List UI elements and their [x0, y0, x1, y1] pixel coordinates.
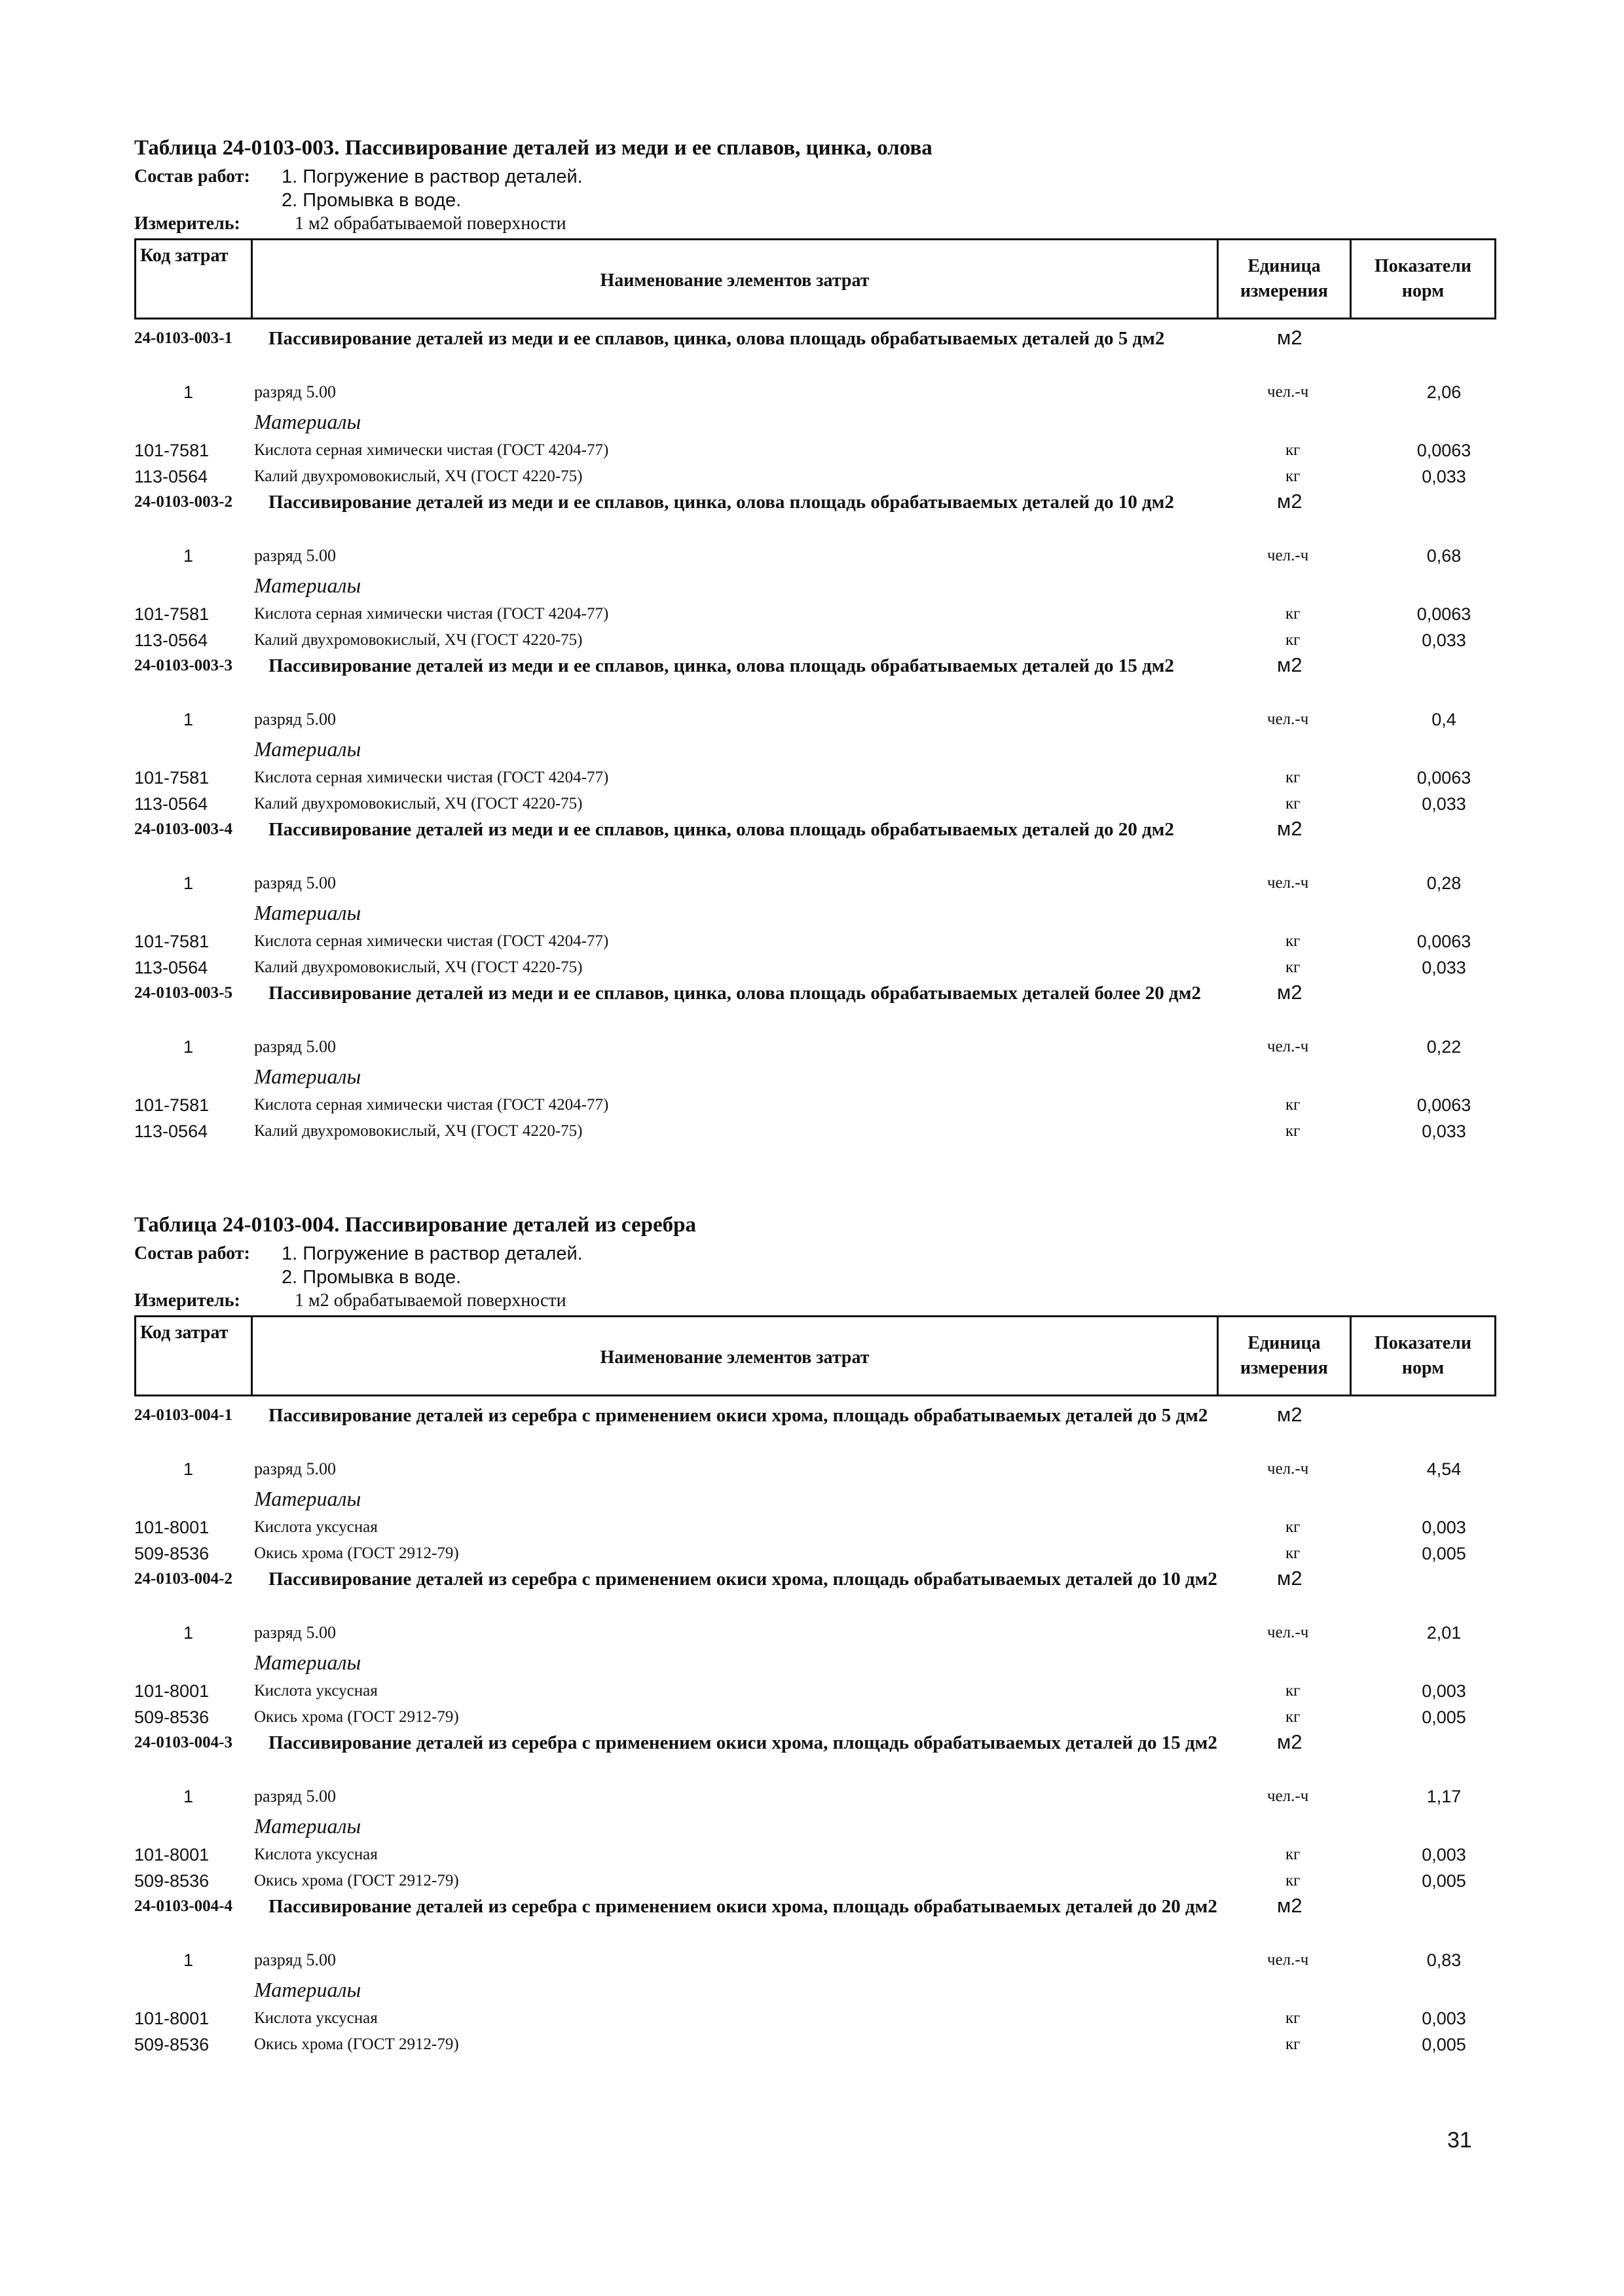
material-code: 509-8536: [134, 1544, 210, 1563]
labor-code: 1: [183, 873, 194, 893]
item-unit: м2: [1277, 981, 1302, 1004]
labor-unit: чел.-ч: [1267, 874, 1309, 892]
material-code: 113-0564: [134, 958, 208, 977]
item-code: 24-0103-004-2: [134, 1570, 232, 1588]
materials-heading-row: [134, 1810, 1496, 1842]
header-code: Код затрат: [136, 1317, 253, 1394]
material-value: 0,0063: [1416, 932, 1471, 951]
item-name: Пассивирование деталей из меди и ее сплавов, цинка, олова площадь обрабатываемых деталей до 5 дм2: [268, 328, 1165, 349]
item-row: [134, 653, 1496, 706]
meter-label: Измеритель:: [134, 1290, 240, 1311]
material-code: 101-8001: [134, 2009, 210, 2028]
item-unit: м2: [1277, 1730, 1302, 1753]
composition-step-2: 2. Промывка в воде.: [282, 190, 462, 211]
materials-heading: Материалы: [254, 1978, 361, 2001]
labor-row: [134, 706, 1496, 733]
composition-step-1: 1. Погружение в раствор деталей.: [282, 166, 583, 187]
item-code: 24-0103-003-3: [134, 657, 232, 674]
material-value: 0,033: [1422, 467, 1466, 486]
material-row: [134, 464, 1496, 490]
material-row: [134, 791, 1496, 817]
composition-label: Состав работ:: [134, 166, 250, 187]
material-code: 101-7581: [134, 1095, 210, 1115]
table-body: [134, 326, 1496, 1144]
material-unit: кг: [1285, 958, 1301, 976]
table-section-24-0103-004: [134, 1208, 1496, 2058]
item-row: [134, 817, 1496, 869]
material-name: Калий двухромовокислый, ХЧ (ГОСТ 4220-75): [254, 631, 583, 649]
composition-label: Состав работ:: [134, 1243, 250, 1264]
material-row: [134, 955, 1496, 981]
material-code: 509-8536: [134, 1707, 210, 1727]
page-number: 31: [1447, 2128, 1472, 2153]
table-header: [134, 1315, 1496, 1396]
labor-value: 1,17: [1426, 1787, 1462, 1806]
material-unit: кг: [1285, 1122, 1301, 1140]
material-value: 0,0063: [1416, 604, 1471, 624]
item-name: Пассивирование деталей из серебра с применением окиси хрома, площадь обрабатываемых деталей до 10 дм2: [268, 1569, 1217, 1590]
item-name: Пассивирование деталей из серебра с применением окиси хрома, площадь обрабатываемых деталей до 15 дм2: [268, 1732, 1217, 1753]
header-name: Наименование элементов затрат: [253, 1317, 1219, 1394]
item-code: 24-0103-004-4: [134, 1897, 232, 1915]
material-row: [134, 1678, 1496, 1704]
item-row: [134, 1730, 1496, 1783]
labor-unit: чел.-ч: [1267, 710, 1309, 728]
materials-heading: Материалы: [254, 1487, 361, 1510]
labor-code: 1: [183, 1950, 194, 1970]
materials-heading: Материалы: [254, 410, 361, 433]
material-code: 113-0564: [134, 467, 208, 486]
table-title: Таблица 24-0103-003. Пассивирование деталей из меди и ее сплавов, цинка, олова: [134, 136, 932, 160]
meter-value: 1 м2 обрабатываемой поверхности: [295, 213, 566, 234]
labor-unit: чел.-ч: [1267, 1787, 1309, 1805]
item-row: [134, 1403, 1496, 1455]
item-code: 24-0103-003-1: [134, 329, 232, 347]
material-row: [134, 928, 1496, 955]
labor-unit: чел.-ч: [1267, 1951, 1309, 1969]
item-unit: м2: [1277, 653, 1302, 676]
header-unit: Единица измерения: [1219, 240, 1352, 318]
material-unit: кг: [1285, 467, 1301, 485]
item-row: [134, 1894, 1496, 1946]
material-unit: кг: [1285, 441, 1301, 459]
labor-value: 2,01: [1426, 1623, 1462, 1643]
material-name: Кислота серная химически чистая (ГОСТ 4204-77): [254, 932, 609, 950]
meter-value: 1 м2 обрабатываемой поверхности: [295, 1290, 566, 1311]
materials-heading-row: [134, 897, 1496, 928]
composition-step-1: 1. Погружение в раствор деталей.: [282, 1243, 583, 1264]
material-name: Окись хрома (ГОСТ 2912-79): [254, 2035, 459, 2053]
item-code: 24-0103-004-1: [134, 1406, 232, 1424]
labor-unit: чел.-ч: [1267, 547, 1309, 564]
material-row: [134, 1842, 1496, 1868]
material-value: 0,033: [1422, 1121, 1466, 1141]
material-value: 0,003: [1422, 1681, 1466, 1701]
meter-row: [134, 212, 1496, 236]
labor-name: разряд 5.00: [254, 873, 336, 892]
item-code: 24-0103-004-3: [134, 1734, 232, 1751]
material-row: [134, 2032, 1496, 2058]
item-name: Пассивирование деталей из меди и ее сплавов, цинка, олова площадь обрабатываемых деталей более 20 дм2: [268, 983, 1201, 1004]
material-name: Кислота серная химически чистая (ГОСТ 4204-77): [254, 441, 609, 459]
labor-code: 1: [183, 382, 194, 402]
materials-heading: Материалы: [254, 901, 361, 924]
material-code: 101-8001: [134, 1845, 210, 1865]
labor-row: [134, 1033, 1496, 1061]
labor-code: 1: [183, 1787, 194, 1806]
header-norm: Показатели норм: [1374, 256, 1472, 301]
item-name: Пассивирование деталей из меди и ее сплавов, цинка, олова площадь обрабатываемых деталей до 15 дм2: [268, 655, 1174, 676]
header-unit: Единица измерения: [1219, 1317, 1352, 1394]
meter-label: Измеритель:: [134, 213, 240, 234]
labor-row: [134, 1783, 1496, 1810]
materials-heading: Материалы: [254, 1650, 361, 1674]
table-title: Таблица 24-0103-004. Пассивирование деталей из серебра: [134, 1213, 696, 1237]
material-name: Калий двухромовокислый, ХЧ (ГОСТ 4220-75): [254, 958, 583, 976]
item-row: [134, 490, 1496, 542]
material-unit: кг: [1285, 932, 1301, 950]
material-code: 113-0564: [134, 794, 208, 814]
material-row: [134, 1092, 1496, 1118]
meter-row: [134, 1289, 1496, 1313]
labor-row: [134, 542, 1496, 570]
material-unit: кг: [1285, 2009, 1301, 2027]
labor-name: разряд 5.00: [254, 1459, 336, 1478]
item-unit: м2: [1277, 1567, 1302, 1590]
materials-heading: Материалы: [254, 1814, 361, 1838]
material-code: 509-8536: [134, 1871, 210, 1891]
material-name: Калий двухромовокислый, ХЧ (ГОСТ 4220-75): [254, 467, 583, 485]
material-value: 0,003: [1422, 1845, 1466, 1865]
material-code: 509-8536: [134, 2035, 210, 2054]
material-value: 0,033: [1422, 630, 1466, 650]
labor-name: разряд 5.00: [254, 1787, 336, 1806]
item-row: [134, 1567, 1496, 1619]
header-name: Наименование элементов затрат: [253, 240, 1219, 318]
material-row: [134, 601, 1496, 627]
material-row: [134, 1704, 1496, 1730]
material-value: 0,033: [1422, 794, 1466, 814]
item-name: Пассивирование деталей из меди и ее сплавов, цинка, олова площадь обрабатываемых деталей до 20 дм2: [268, 819, 1174, 840]
material-code: 101-8001: [134, 1681, 210, 1701]
material-row: [134, 627, 1496, 653]
material-value: 0,0063: [1416, 441, 1471, 460]
labor-code: 1: [183, 1459, 194, 1479]
item-code: 24-0103-003-4: [134, 820, 232, 838]
material-name: Кислота серная химически чистая (ГОСТ 4204-77): [254, 605, 609, 623]
labor-unit: чел.-ч: [1267, 1460, 1309, 1478]
material-value: 0,033: [1422, 958, 1466, 977]
materials-heading-row: [134, 1974, 1496, 2005]
material-unit: кг: [1285, 795, 1301, 812]
materials-heading-row: [134, 1647, 1496, 1678]
materials-heading: Материалы: [254, 1065, 361, 1088]
item-unit: м2: [1277, 490, 1302, 513]
item-unit: м2: [1277, 1403, 1302, 1426]
materials-heading-row: [134, 733, 1496, 765]
labor-value: 0,83: [1426, 1950, 1462, 1970]
composition-row: [134, 1242, 1496, 1266]
material-row: [134, 437, 1496, 464]
material-unit: кг: [1285, 631, 1301, 649]
material-unit: кг: [1285, 1518, 1301, 1536]
composition-step-2: 2. Промывка в воде.: [282, 1267, 462, 1288]
material-unit: кг: [1285, 1096, 1301, 1114]
material-value: 0,005: [1422, 1707, 1466, 1727]
labor-value: 0,28: [1426, 873, 1462, 893]
composition-row: [134, 165, 1496, 189]
labor-name: разряд 5.00: [254, 546, 336, 565]
material-code: 101-7581: [134, 768, 210, 788]
material-row: [134, 765, 1496, 791]
material-name: Кислота серная химически чистая (ГОСТ 4204-77): [254, 769, 609, 786]
material-name: Кислота уксусная: [254, 2009, 378, 2027]
material-name: Кислота уксусная: [254, 1518, 378, 1536]
material-value: 0,003: [1422, 2009, 1466, 2028]
labor-name: разряд 5.00: [254, 1623, 336, 1642]
labor-code: 1: [183, 710, 194, 729]
material-row: [134, 2005, 1496, 2032]
labor-unit: чел.-ч: [1267, 383, 1309, 401]
material-unit: кг: [1285, 2035, 1301, 2053]
labor-name: разряд 5.00: [254, 1037, 336, 1056]
item-name: Пассивирование деталей из серебра с применением окиси хрома, площадь обрабатываемых деталей до 5 дм2: [268, 1405, 1208, 1426]
material-row: [134, 1868, 1496, 1894]
header-code: Код затрат: [136, 240, 253, 318]
material-unit: кг: [1285, 1872, 1301, 1889]
table-body: [134, 1403, 1496, 2058]
materials-heading-row: [134, 570, 1496, 601]
labor-code: 1: [183, 1623, 194, 1643]
material-name: Окись хрома (ГОСТ 2912-79): [254, 1872, 459, 1889]
item-unit: м2: [1277, 817, 1302, 840]
labor-name: разряд 5.00: [254, 382, 336, 401]
material-value: 0,003: [1422, 1518, 1466, 1537]
item-row: [134, 981, 1496, 1033]
item-unit: м2: [1277, 1894, 1302, 1917]
labor-code: 1: [183, 1037, 194, 1057]
item-name: Пассивирование деталей из серебра с применением окиси хрома, площадь обрабатываемых деталей до 20 дм2: [268, 1896, 1217, 1917]
labor-row: [134, 378, 1496, 406]
material-unit: кг: [1285, 1682, 1301, 1700]
labor-name: разряд 5.00: [254, 710, 336, 729]
composition-row-2: [134, 1266, 1496, 1289]
labor-unit: чел.-ч: [1267, 1038, 1309, 1055]
material-unit: кг: [1285, 1846, 1301, 1863]
labor-name: разряд 5.00: [254, 1950, 336, 1969]
material-row: [134, 1118, 1496, 1144]
labor-unit: чел.-ч: [1267, 1624, 1309, 1641]
material-value: 0,0063: [1416, 1095, 1471, 1115]
material-code: 113-0564: [134, 1121, 208, 1141]
material-row: [134, 1514, 1496, 1540]
item-code: 24-0103-003-5: [134, 984, 232, 1002]
materials-heading: Материалы: [254, 574, 361, 597]
labor-value: 4,54: [1426, 1459, 1462, 1479]
item-code: 24-0103-003-2: [134, 493, 232, 511]
material-name: Кислота уксусная: [254, 1846, 378, 1863]
materials-heading-row: [134, 1061, 1496, 1092]
material-code: 101-7581: [134, 441, 210, 460]
labor-row: [134, 1619, 1496, 1647]
labor-value: 0,4: [1431, 710, 1456, 729]
material-name: Окись хрома (ГОСТ 2912-79): [254, 1708, 459, 1726]
material-code: 101-8001: [134, 1518, 210, 1537]
header-norm: Показатели норм: [1374, 1333, 1472, 1378]
table-section-24-0103-003: [134, 131, 1496, 1144]
labor-row: [134, 1455, 1496, 1483]
material-unit: кг: [1285, 1544, 1301, 1562]
material-name: Калий двухромовокислый, ХЧ (ГОСТ 4220-75): [254, 1122, 583, 1140]
material-name: Калий двухромовокислый, ХЧ (ГОСТ 4220-75): [254, 795, 583, 812]
materials-heading-row: [134, 406, 1496, 437]
material-name: Кислота уксусная: [254, 1682, 378, 1700]
material-code: 101-7581: [134, 604, 210, 624]
material-name: Кислота серная химически чистая (ГОСТ 4204-77): [254, 1096, 609, 1114]
labor-code: 1: [183, 546, 194, 566]
item-unit: м2: [1277, 326, 1302, 349]
material-value: 0,005: [1422, 1544, 1466, 1563]
material-code: 101-7581: [134, 932, 210, 951]
table-header: [134, 238, 1496, 319]
labor-row: [134, 1946, 1496, 1974]
labor-value: 2,06: [1426, 382, 1462, 402]
material-value: 0,0063: [1416, 768, 1471, 788]
materials-heading: Материалы: [254, 737, 361, 761]
material-row: [134, 1540, 1496, 1567]
material-value: 0,005: [1422, 1871, 1466, 1891]
item-name: Пассивирование деталей из меди и ее сплавов, цинка, олова площадь обрабатываемых деталей до 10 дм2: [268, 492, 1174, 513]
composition-row-2: [134, 189, 1496, 212]
material-unit: кг: [1285, 605, 1301, 623]
material-unit: кг: [1285, 1708, 1301, 1726]
labor-row: [134, 869, 1496, 897]
item-row: [134, 326, 1496, 378]
material-code: 113-0564: [134, 630, 208, 650]
material-value: 0,005: [1422, 2035, 1466, 2054]
material-unit: кг: [1285, 769, 1301, 786]
labor-value: 0,22: [1426, 1037, 1462, 1057]
materials-heading-row: [134, 1483, 1496, 1514]
labor-value: 0,68: [1426, 546, 1462, 566]
material-name: Окись хрома (ГОСТ 2912-79): [254, 1544, 459, 1562]
